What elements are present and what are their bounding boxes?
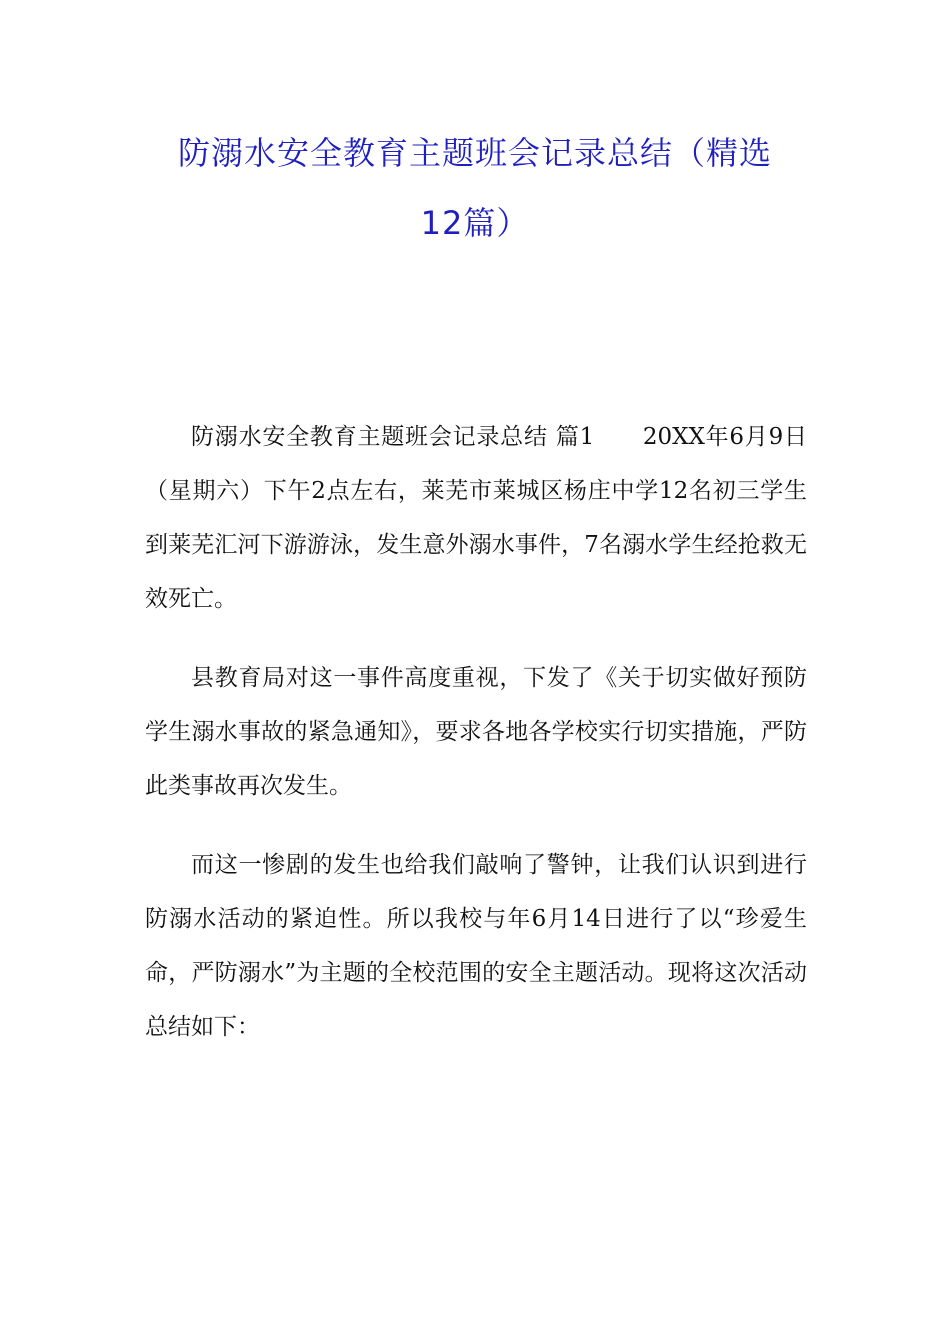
paragraph-1	[145, 410, 807, 626]
paragraph-3: 而这一惨剧的发生也给我们敲响了警钟，让我们认识到进行防溺水活动的紧迫性。所以我校与年6月14日进行了以“珍爱生命，严防溺水”为主题的全校范围的安全主题活动。现将这次活动总结如下：	[145, 852, 807, 1040]
paragraph-1-text: 20XX年6月9日（星期六）下午2点左右，莱芜市莱城区杨庄中学12名初三学生到莱芜汇河下游游泳，发生意外溺水事件，7名溺水学生经抢救无效死亡。	[145, 424, 808, 612]
document-body	[145, 410, 807, 1079]
section-heading: 防溺水安全教育主题班会记录总结 篇1	[191, 424, 595, 450]
title-line-1: 防溺水安全教育主题班会记录总结（精选	[177, 134, 772, 172]
document-title	[100, 118, 850, 258]
heading-gap	[594, 424, 643, 450]
title-line-2: 12篇）	[420, 204, 530, 242]
paragraph-2: 县教育局对这一事件高度重视，下发了《关于切实做好预防学生溺水事故的紧急通知》，要求各地各学校实行切实措施，严防此类事故再次发生。	[145, 665, 807, 799]
